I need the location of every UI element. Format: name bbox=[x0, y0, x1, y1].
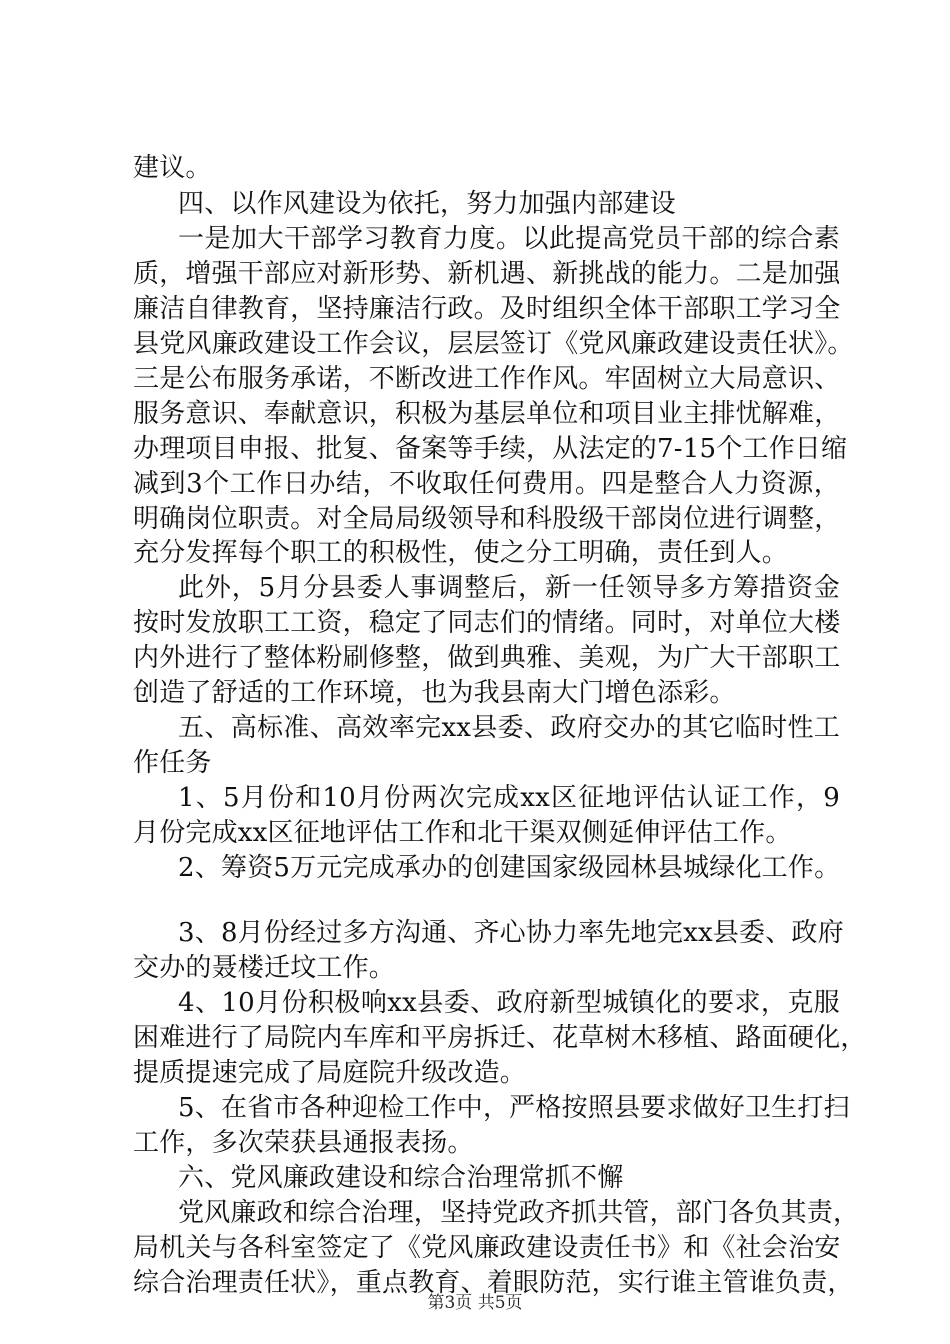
text-line: 廉洁自律教育，坚持廉洁行政。及时组织全体干部职工学习全 bbox=[133, 294, 841, 324]
text-line: 六、党风廉政建设和综合治理常抓不懈 bbox=[178, 1163, 624, 1193]
text-line: 服务意识、奉献意识，积极为基层单位和项目业主排忧解难， bbox=[133, 399, 841, 429]
text-line: 1、5月份和10月份两次完成xx区征地评估认证工作，9 bbox=[178, 783, 840, 813]
text-line: 质，增强干部应对新形势、新机遇、新挑战的能力。二是加强 bbox=[133, 259, 841, 289]
text-line: 一是加大干部学习教育力度。以此提高党员干部的综合素 bbox=[178, 224, 840, 254]
text-line: 减到3个工作日办结，不收取任何费用。四是整合人力资源， bbox=[133, 469, 840, 499]
text-line: 2、筹资5万元完成承办的创建国家级园林县城绿化工作。 bbox=[178, 853, 841, 883]
text-line: 办理项目申报、批复、备案等手续，从法定的7-15个工作日缩 bbox=[133, 434, 848, 464]
text-line: 此外，5月分县委人事调整后，新一任领导多方筹措资金 bbox=[178, 573, 840, 603]
text-line: 综合治理责任状》，重点教育、着眼防范，实行谁主管谁负责， bbox=[133, 1268, 854, 1298]
text-line: 党风廉政和综合治理，坚持党政齐抓共管，部门各负其责， bbox=[178, 1198, 860, 1228]
text-line: 充分发挥每个职工的积极性，使之分工明确，责任到人。 bbox=[133, 538, 789, 568]
text-line: 4、10月份积极响xx县委、政府新型城镇化的要求，克服 bbox=[178, 988, 840, 1018]
text-line: 三是公布服务承诺，不断改进工作作风。牢固树立大局意识、 bbox=[133, 364, 841, 394]
text-line: 县党风廉政建设工作会议，层层签订《党风廉政建设责任状》。 bbox=[133, 329, 854, 359]
text-line: 交办的聂楼迁坟工作。 bbox=[133, 953, 396, 983]
text-line: 创造了舒适的工作环境，也为我县南大门增色添彩。 bbox=[133, 678, 736, 708]
text-line: 五、高标准、高效率完xx县委、政府交办的其它临时性工 bbox=[178, 713, 840, 743]
text-line: 局机关与各科室签定了《党风廉政建设责任书》和《社会治安 bbox=[133, 1233, 841, 1263]
text-line: 提质提速完成了局庭院升级改造。 bbox=[133, 1058, 527, 1088]
page-footer: 第3页 共5页 bbox=[427, 1293, 523, 1313]
text-line: 内外进行了整体粉刷修整，做到典雅、美观，为广大干部职工 bbox=[133, 643, 841, 673]
text-line: 困难进行了局院内车库和平房拆迁、花草树木移植、路面硬化， bbox=[133, 1023, 867, 1053]
text-line: 四、以作风建设为依托，努力加强内部建设 bbox=[178, 189, 676, 219]
text-line: 作任务 bbox=[133, 748, 212, 778]
text-line: 5、在省市各种迎检工作中，严格按照县要求做好卫生打扫 bbox=[178, 1093, 850, 1123]
text-line: 工作，多次荣获县通报表扬。 bbox=[133, 1128, 474, 1158]
text-line: 3、8月份经过多方沟通、齐心协力率先地完xx县委、政府 bbox=[178, 918, 844, 948]
text-line: 明确岗位职责。对全局局级领导和科股级干部岗位进行调整， bbox=[133, 504, 841, 534]
text-line: 按时发放职工工资，稳定了同志们的情绪。同时，对单位大楼 bbox=[133, 608, 841, 638]
text-line: 月份完成xx区征地评估工作和北干渠双侧延伸评估工作。 bbox=[133, 818, 792, 848]
text-line: 建议。 bbox=[133, 153, 212, 183]
